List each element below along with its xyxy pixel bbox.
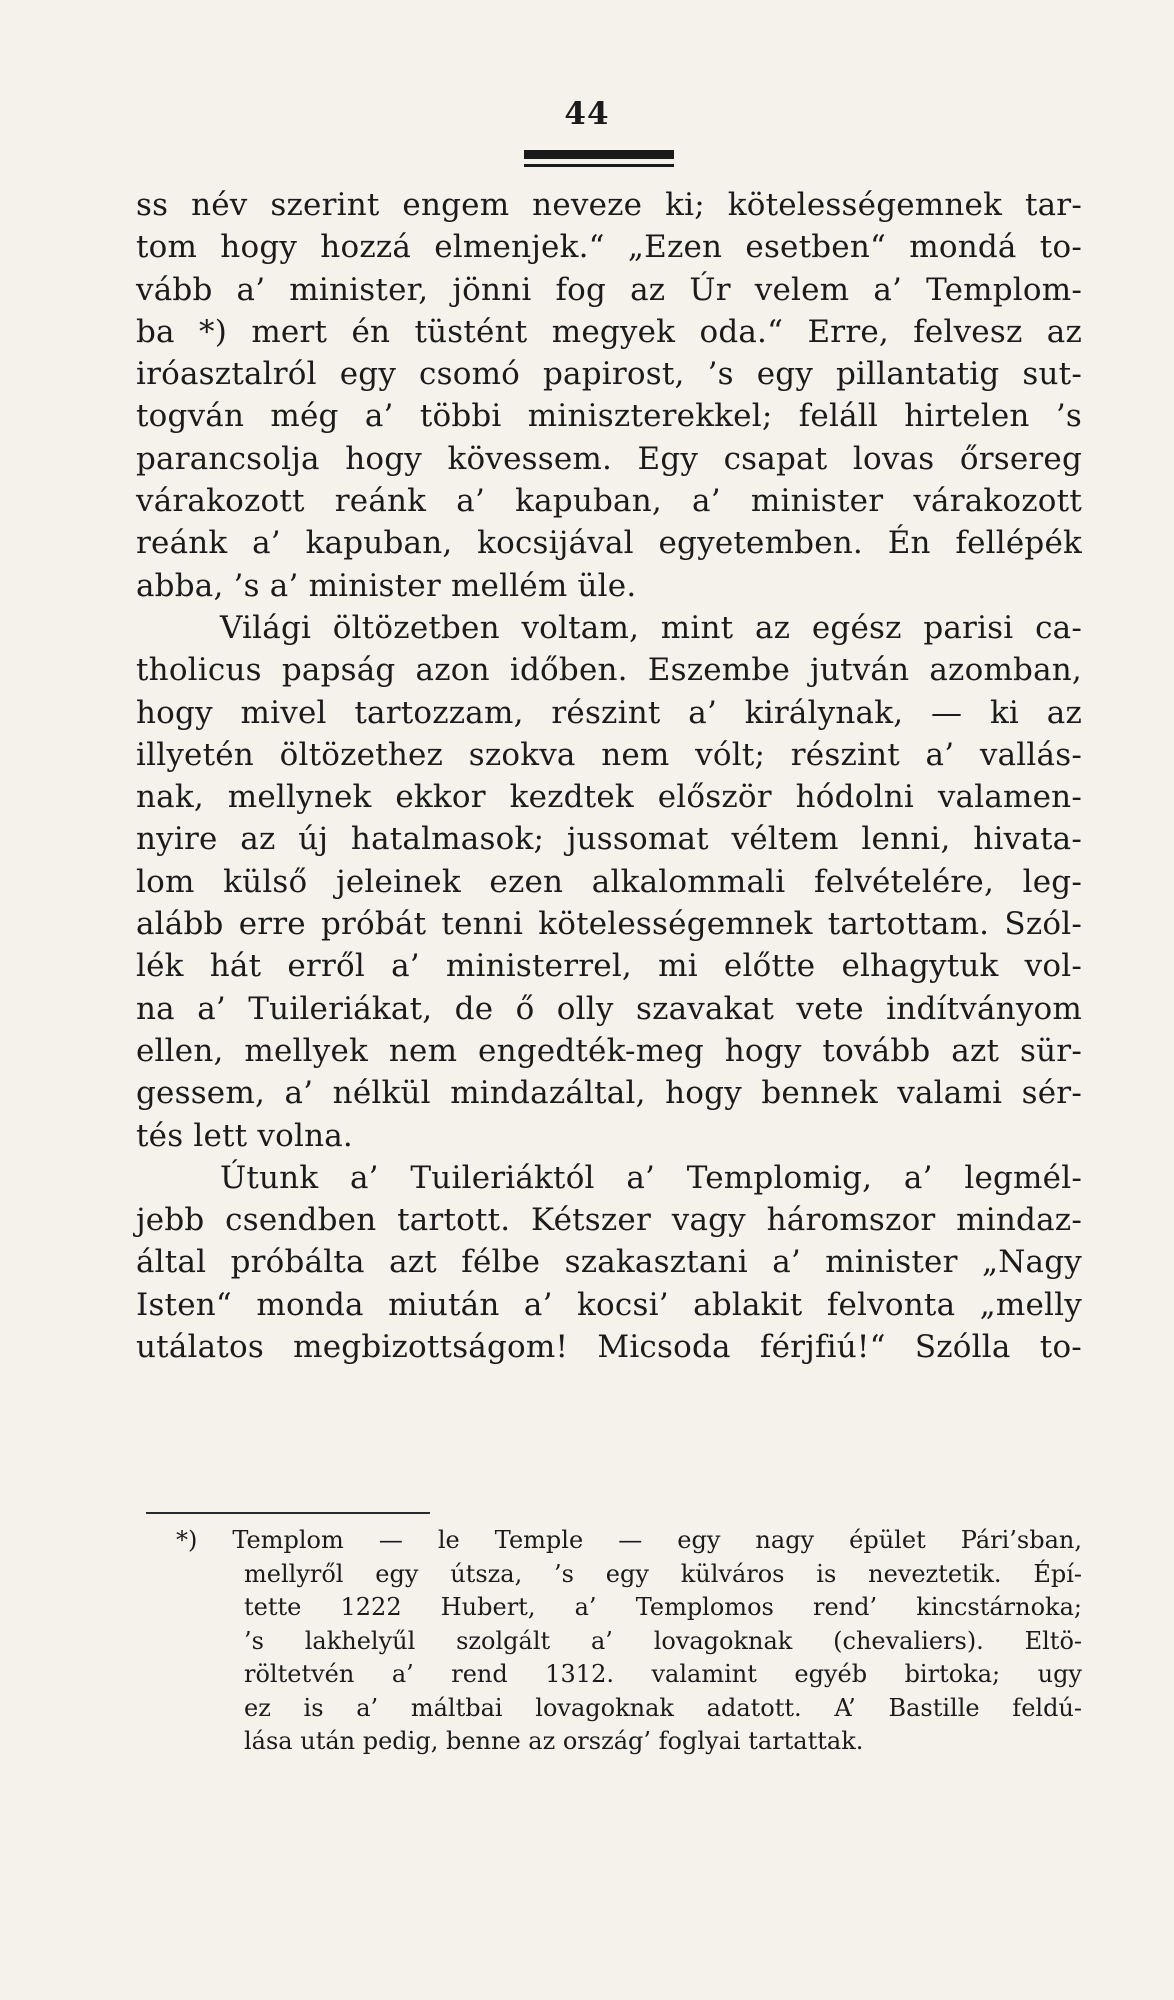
body-text xyxy=(136,184,1082,1368)
text-line: lék hát erről a’ ministerrel, mi előtte elhagytuk vol- xyxy=(136,948,1082,985)
text-line: Isten“ monda miután a’ kocsi’ ablakit felvonta „melly xyxy=(136,1286,1082,1323)
text-line: gessem, a’ nélkül mindazáltal, hogy bennek valami sér- xyxy=(136,1075,1082,1112)
text-line: iróasztalról egy csomó papirost, ’s egy pillantatig sut- xyxy=(136,356,1082,393)
text-line: utálatos megbizottságom! Micsoda férjfiú!“ Szólla to- xyxy=(136,1329,1082,1366)
text-line: Világi öltözetben voltam, mint az egész parisi ca- xyxy=(220,609,1082,646)
header-rule-thin xyxy=(524,164,674,167)
text-line: abba, ’s a’ minister mellém üle. xyxy=(136,567,637,604)
footnote-line: mellyről egy útsza, ’s egy külváros is neveztetik. Épí- xyxy=(244,1559,1082,1588)
text-line: vább a’ minister, jönni fog az Úr velem a’ Templom- xyxy=(136,271,1082,308)
text-line: parancsolja hogy kövessem. Egy csapat lovas őrsereg xyxy=(136,440,1082,477)
text-line: várakozott reánk a’ kapuban, a’ minister várakozott xyxy=(136,483,1082,520)
text-line: tholicus papság azon időben. Eszembe jutván azomban, xyxy=(136,652,1082,689)
footnote-line: ’s lakhelyűl szolgált a’ lovagoknak (chevaliers). Eltö- xyxy=(244,1626,1082,1655)
footnote-line: tette 1222 Hubert, a’ Templomos rend’ kincstárnoka; xyxy=(244,1593,1082,1621)
text-line: ba *) mert én tüstént megyek oda.“ Erre, felvesz az xyxy=(136,313,1082,350)
footnote xyxy=(176,1524,1082,1759)
text-line: ellen, mellyek nem engedték-meg hogy tovább azt sür- xyxy=(136,1032,1082,1069)
text-line: togván még a’ többi miniszterekkel; feláll hirtelen ’s xyxy=(136,398,1082,435)
footnote-rule xyxy=(146,1512,430,1514)
header-rule-thick xyxy=(524,150,674,159)
text-line: Útunk a’ Tuileriáktól a’ Templomig, a’ legmél- xyxy=(220,1159,1082,1196)
footnote-line: röltetvén a’ rend 1312. valamint egyéb birtoka; ugy xyxy=(244,1660,1082,1688)
text-line: jebb csendben tartott. Kétszer vagy háromszor mindaz- xyxy=(136,1202,1082,1239)
text-line: tom hogy hozzá elmenjek.“ „Ezen esetben“ mondá to- xyxy=(136,229,1082,266)
footnote-line: ez is a’ máltbai lovagoknak adatott. A’ Bastille feldú- xyxy=(244,1693,1082,1722)
text-line: nyire az új hatalmasok; jussomat véltem lenni, hivata- xyxy=(136,821,1082,858)
footnote-line: *) Templom — le Temple — egy nagy épület Pári’sban, xyxy=(176,1526,1082,1554)
text-line: ss név szerint engem neveze ki; kötelességemnek tar- xyxy=(136,187,1082,223)
text-line: hogy mivel tartozzam, részint a’ királynak, — ki az xyxy=(136,694,1082,731)
page-number: 44 xyxy=(564,96,610,132)
text-line: alább erre próbát tenni kötelességemnek tartottam. Szól- xyxy=(136,906,1082,943)
text-line: na a’ Tuileriákat, de ő olly szavakat vete indítványom xyxy=(136,990,1082,1027)
text-line: lom külső jeleinek ezen alkalommali felvételére, leg- xyxy=(136,863,1082,900)
text-line: illyetén öltözethez szokva nem vólt; részint a’ vallás- xyxy=(136,736,1082,773)
footnote-line: lása után pedig, benne az ország’ foglyai tartattak. xyxy=(244,1727,864,1755)
text-line: tés lett volna. xyxy=(136,1117,353,1154)
text-line: nak, mellynek ekkor kezdtek először hódolni valamen- xyxy=(136,779,1082,816)
text-line: reánk a’ kapuban, kocsijával egyetemben. Én fellépék xyxy=(136,525,1082,562)
text-line: által próbálta azt félbe szakasztani a’ minister „Nagy xyxy=(136,1244,1082,1281)
